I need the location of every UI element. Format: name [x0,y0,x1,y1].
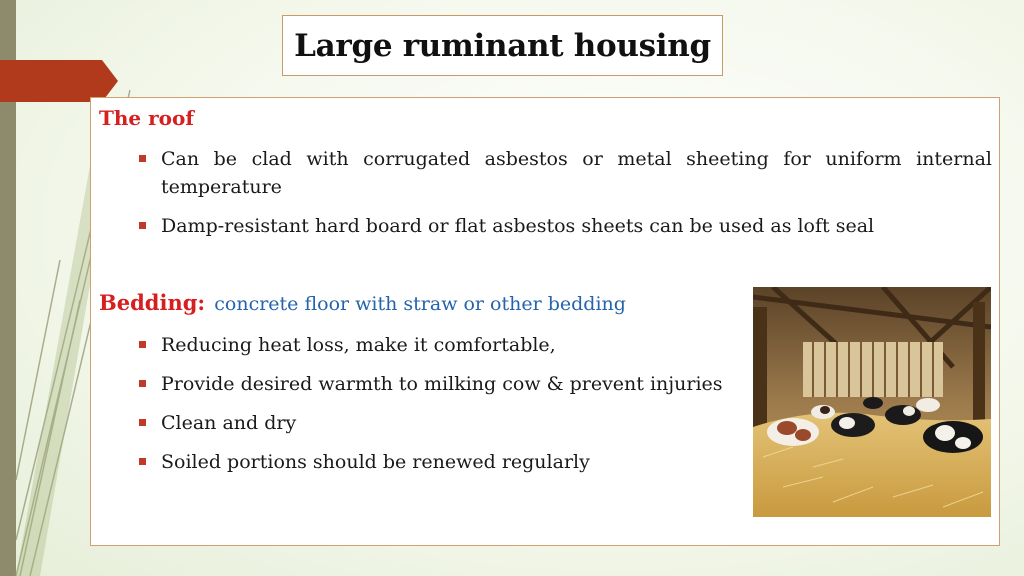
slide-title: Large ruminant housing [294,27,711,64]
content-frame [90,97,1000,546]
roof-bullet-list [136,145,992,251]
square-bullet-icon [139,222,146,229]
bullet-text: Can be clad with corrugated asbestos or metal sheeting for uniform internal temperature [161,148,992,198]
bullet-text: Soiled portions should be renewed regularly [161,451,590,473]
list-item [136,448,766,476]
bedding-bullet-list [136,331,766,487]
title-box [282,15,723,76]
square-bullet-icon [139,458,146,465]
square-bullet-icon [139,380,146,387]
list-item [136,212,992,240]
bullet-text: Reducing heat loss, make it comfortable, [161,334,556,356]
bedding-subheading: concrete floor with straw or other bedding [214,293,626,315]
bedding-heading: Bedding: [99,290,206,315]
bullet-text: Damp-resistant hard board or flat asbestos sheets can be used as loft seal [161,215,875,237]
square-bullet-icon [139,419,146,426]
list-item [136,409,766,437]
title-accent-arrow [0,60,118,102]
list-item [136,370,766,398]
bullet-text: Provide desired warmth to milking cow & prevent injuries [161,373,723,395]
square-bullet-icon [139,155,146,162]
roof-heading: The roof [99,106,194,130]
list-item [136,145,992,201]
bedding-heading-line [99,290,626,315]
square-bullet-icon [139,341,146,348]
barn-cows-photo [753,287,991,517]
list-item [136,331,766,359]
bullet-text: Clean and dry [161,412,297,434]
